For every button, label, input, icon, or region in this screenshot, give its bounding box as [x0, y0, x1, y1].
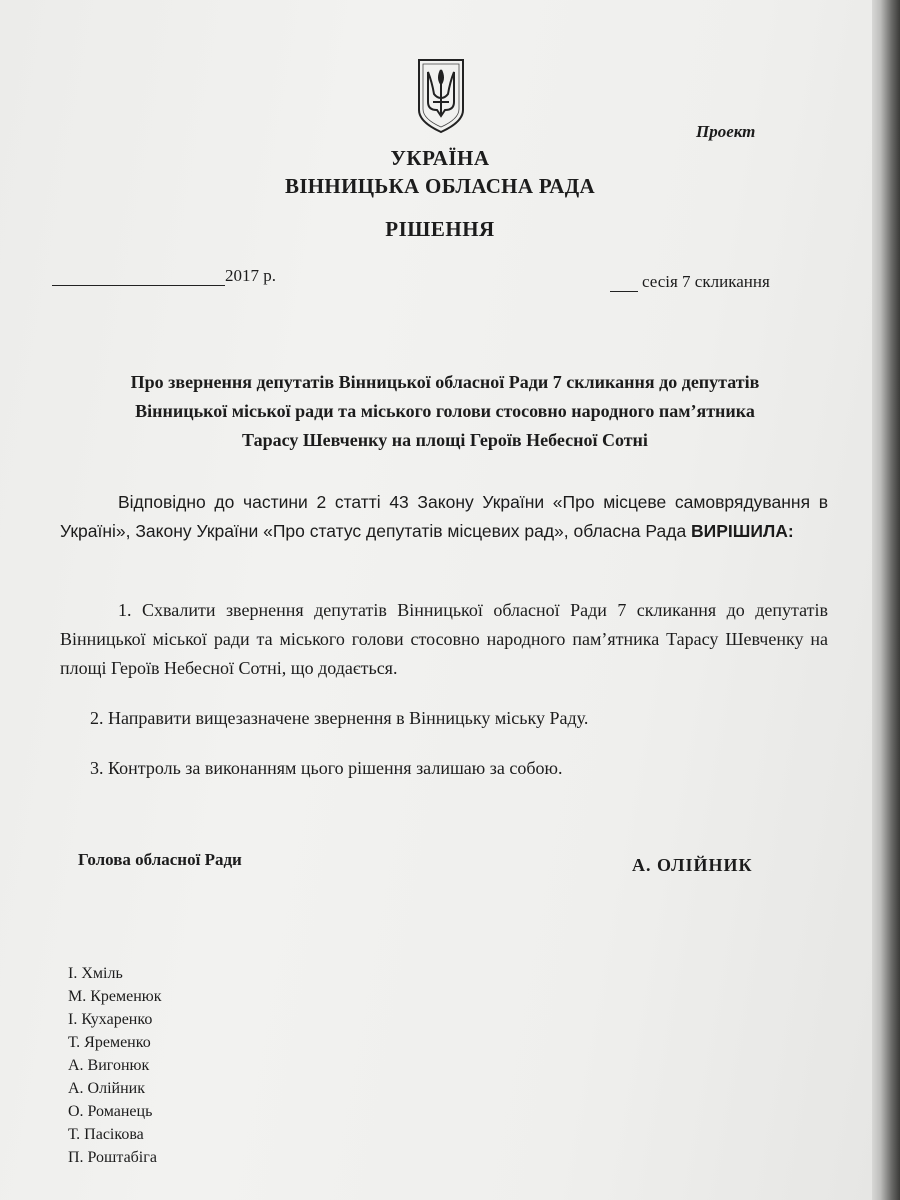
decision-item-2: 2. Направити вищезазначене звернення в Вінницьку міську Раду. [90, 708, 589, 728]
signer-item: Т. Яременко [68, 1034, 151, 1051]
signer-item: А. Вигонюк [68, 1057, 150, 1074]
council-heading: ВІННИЦЬКА ОБЛАСНА РАДА [285, 174, 595, 198]
session-suffix: сесія 7 скликання [642, 272, 770, 291]
decision-item-3: 3. Контроль за виконанням цього рішення залишаю за собою. [90, 758, 563, 778]
signer-item: П. Роштабіга [68, 1149, 157, 1166]
subject-line: Про звернення депутатів Вінницької обласної Ради 7 скликання до депутатів [130, 372, 760, 392]
session-line [610, 272, 770, 292]
signer-item: Т. Пасікова [68, 1126, 144, 1143]
signer-item: І. Кухаренко [68, 1011, 153, 1028]
page-edge-shadow [872, 0, 900, 1200]
signer-item: М. Кременюк [68, 988, 162, 1005]
decision-item-1: 1. Схвалити звернення депутатів Вінницької обласної Ради 7 скликання до депутатів Вінницької міської ради та міського голови стосовно народного пам’ятника Тарасу Шевченку на площі Героїв Небесної Сотні, що додається. [60, 600, 828, 678]
decision-subject [50, 368, 840, 455]
decided-keyword: ВИРІШИЛА: [691, 521, 794, 541]
country-heading: УКРАЇНА [390, 146, 490, 170]
preamble-text: Відповідно до частини 2 статті 43 Закону України «Про місцеве самоврядування в Україні», Закону України «Про статус депутатів місцевих рад», обласна Рада [60, 492, 828, 541]
signer-item: А. Олійник [68, 1080, 145, 1097]
signer-item: І. Хміль [68, 965, 123, 982]
document-type-heading: РІШЕННЯ [385, 217, 495, 241]
signer-item: О. Романець [68, 1103, 153, 1120]
trident-coat-of-arms-icon [415, 58, 467, 134]
subject-line: Тарасу Шевченку на площі Героїв Небесної Сотні [242, 430, 648, 450]
session-blank [610, 275, 638, 292]
signature-name: А. ОЛІЙНИК [632, 855, 753, 875]
date-blank [52, 269, 225, 286]
signature-title: Голова обласної Ради [78, 850, 242, 869]
date-line [52, 266, 276, 286]
preamble-paragraph [60, 488, 828, 546]
draft-label: Проект [696, 122, 756, 141]
subject-line: Вінницької міської ради та міського голови стосовно народного пам’ятника [135, 401, 755, 421]
signers-list [68, 962, 162, 1169]
date-suffix: 2017 р. [225, 266, 276, 285]
